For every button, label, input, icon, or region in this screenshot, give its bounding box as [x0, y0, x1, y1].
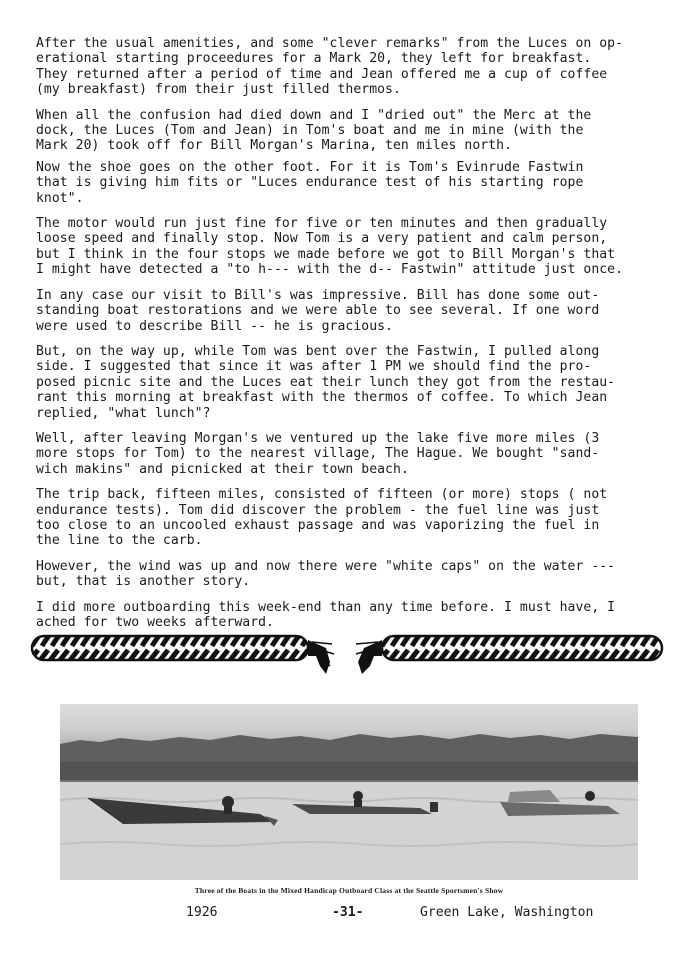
footer-location: Green Lake, Washington [420, 905, 594, 920]
paragraph-8: The trip back, fifteen miles, consisted of fifteen (or more) stops ( not endurance tests). Tom did discover the problem - the fuel line was just too close to an uncooled exhaust passage and was vaporizing the fuel in the line to the carb. [36, 487, 608, 549]
boats-photograph [60, 704, 638, 880]
paragraph-6: But, on the way up, while Tom was bent over the Fastwin, I pulled along side. I suggested that since it was after 1 PM we should find the pro- posed picnic site and the Luces eat their lunch they got from the restau- rant this morning at breakfast with the thermos of coffee. To which Jean replied, "what lunch"? [36, 343, 616, 421]
rope-right [356, 636, 662, 674]
paragraph-5: In any case our visit to Bill's was impressive. Bill has done some out- standing boat restorations and we were able to see several. If one word were used to describe Bill -- he is gracious. [36, 287, 600, 334]
paragraph-3: Now the shoe goes on the other foot. For it is Tom's Evinrude Fastwin that is giving him fits or "Luces endurance test of his starting rope knot". [36, 159, 584, 206]
paragraph-2: When all the confusion had died down and I "dried out" the Merc at the dock, the Luces (Tom and Jean) in Tom's boat and me in mine (with the Mark 20) took off for Bill Morgan's Marina, ten miles north. [36, 107, 592, 154]
paragraph-7: Well, after leaving Morgan's we ventured up the lake five more miles (3 more stops for Tom) to the nearest village, The Hague. We bought "sand- wich makins" and picnicked at their town beach. [36, 430, 600, 477]
footer-page-number: -31- [332, 905, 364, 920]
paragraph-1: After the usual amenities, and some "clever remarks" from the Luces on op- erational starting proceedures for a Mark 20, they left for breakfast. They returned after a period of time and Jean offered me a cup of coffee (my breakfast) from their just filled thermos. [36, 36, 624, 98]
paragraph-4: The motor would run just fine for five or ten minutes and then gradually loose speed and finally stop. Now Tom is a very patient and calm person, but I think in the four stops we made before we got to Bill Morgan's that I might have detected a "to h--- with the d-- Fastwin" attitude just once. [36, 216, 624, 278]
footer-year: 1926 [186, 905, 218, 920]
article-body [36, 36, 666, 640]
rope-left [32, 636, 334, 674]
rope-divider-ornament [30, 622, 664, 682]
boats-photo-drawing [60, 704, 638, 880]
photo-caption: Three of the Boats in the Mixed Handicap Outboard Class at the Seattle Sportsmen's Show [194, 886, 504, 895]
paragraph-9: However, the wind was up and now there were "white caps" on the water --- but, that is another story. [36, 558, 616, 590]
paragraph-10: I did more outboarding this week-end than any time before. I must have, I ached for two weeks afterward. [36, 599, 616, 630]
